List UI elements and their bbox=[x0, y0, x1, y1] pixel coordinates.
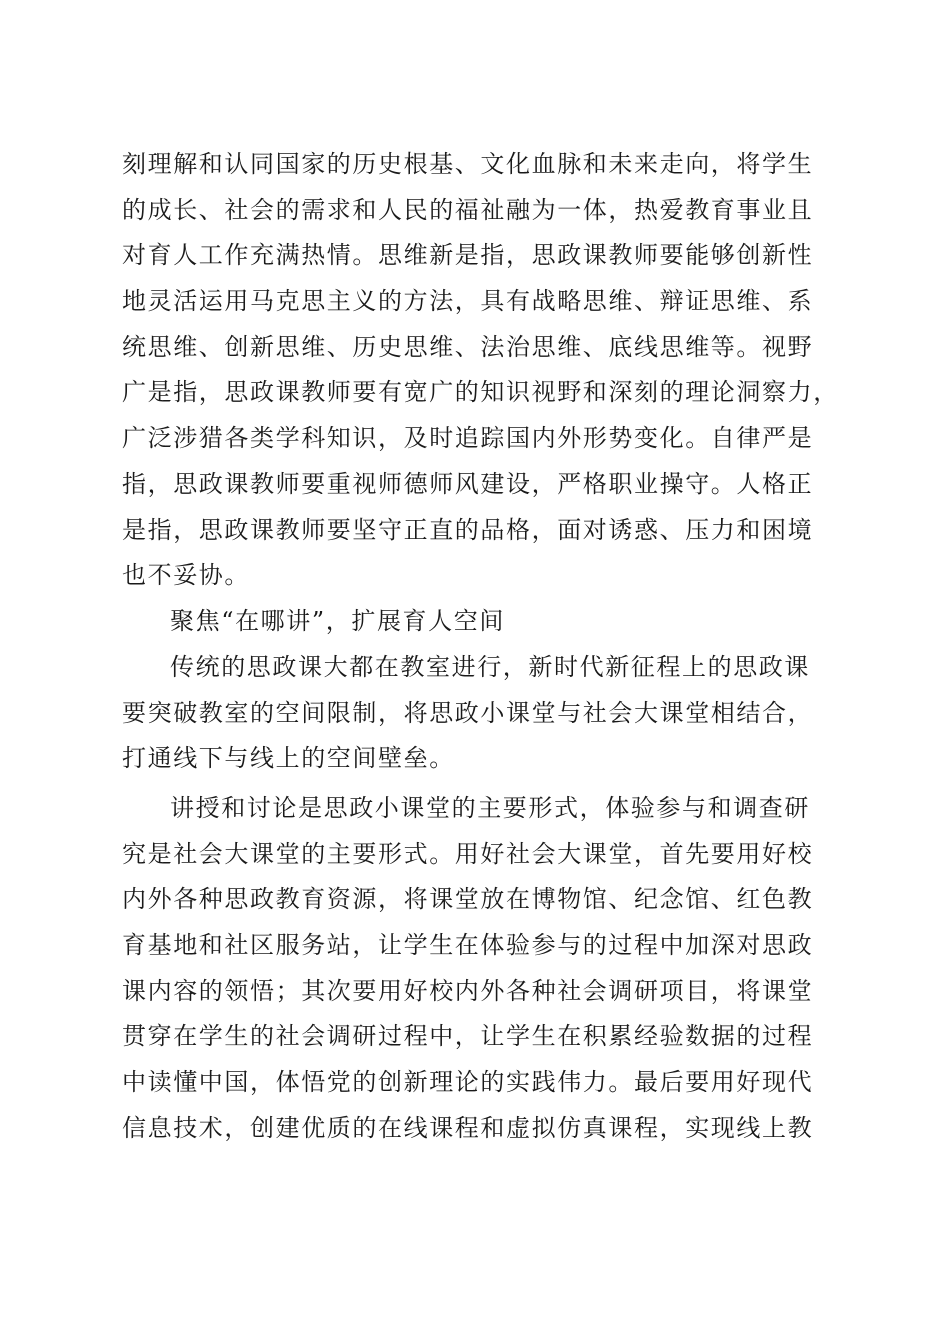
paragraph bbox=[122, 786, 832, 1152]
text-line: 究是社会大课堂的主要形式。用好社会大课堂，首先要用好校 bbox=[122, 839, 814, 868]
section-heading bbox=[122, 599, 832, 645]
heading-line: 聚焦“在哪讲”，扩展育人空间 bbox=[170, 607, 505, 635]
text-line: 传统的思政课大都在教室进行，新时代新征程上的思政课 bbox=[170, 653, 810, 681]
text-line: 是指，思政课教师要坚守正直的品格，面对诱惑、压力和困境 bbox=[122, 515, 814, 544]
text-line: 广泛涉猎各类学科知识，及时追踪国内外形势变化。自律严是 bbox=[122, 424, 814, 453]
text-line: 地灵活运用马克思主义的方法，具有战略思维、辩证思维、系 bbox=[122, 287, 814, 316]
text-line: 打通线下与线上的空间壁垒。 bbox=[122, 744, 455, 773]
text-line: 育基地和社区服务站，让学生在体验参与的过程中加深对思政 bbox=[122, 931, 814, 960]
text-line: 的成长、社会的需求和人民的福祉融为一体，热爱教育事业且 bbox=[122, 195, 814, 224]
text-line: 对育人工作充满热情。思维新是指，思政课教师要能够创新性 bbox=[122, 241, 814, 270]
text-line: 指，思政课教师要重视师德师风建设，严格职业操守。人格正 bbox=[122, 469, 814, 498]
text-line: 要突破教室的空间限制，将思政小课堂与社会大课堂相结合， bbox=[122, 698, 814, 727]
text-line: 内外各种思政教育资源，将课堂放在博物馆、纪念馆、红色教 bbox=[122, 885, 814, 914]
text-line: 讲授和讨论是思政小课堂的主要形式，体验参与和调查研 bbox=[170, 794, 810, 822]
text-line: 刻理解和认同国家的历史根基、文化血脉和未来走向，将学生 bbox=[122, 150, 814, 178]
paragraph-continued bbox=[122, 142, 839, 599]
text-line: 信息技术，创建优质的在线课程和虚拟仿真课程，实现线上教 bbox=[122, 1113, 814, 1142]
text-line: 也不妥协。 bbox=[122, 561, 250, 590]
paragraph bbox=[122, 645, 832, 782]
text-line: 广是指，思政课教师要有宽广的知识视野和深刻的理论洞察力， bbox=[122, 378, 839, 407]
text-line: 中读懂中国，体悟党的创新理论的实践伟力。最后要用好现代 bbox=[122, 1068, 814, 1097]
text-line: 贯穿在学生的社会调研过程中，让学生在积累经验数据的过程 bbox=[122, 1022, 814, 1051]
text-line: 课内容的领悟；其次要用好校内外各种社会调研项目，将课堂 bbox=[122, 976, 814, 1005]
text-line: 统思维、创新思维、历史思维、法治思维、底线思维等。视野 bbox=[122, 332, 814, 361]
